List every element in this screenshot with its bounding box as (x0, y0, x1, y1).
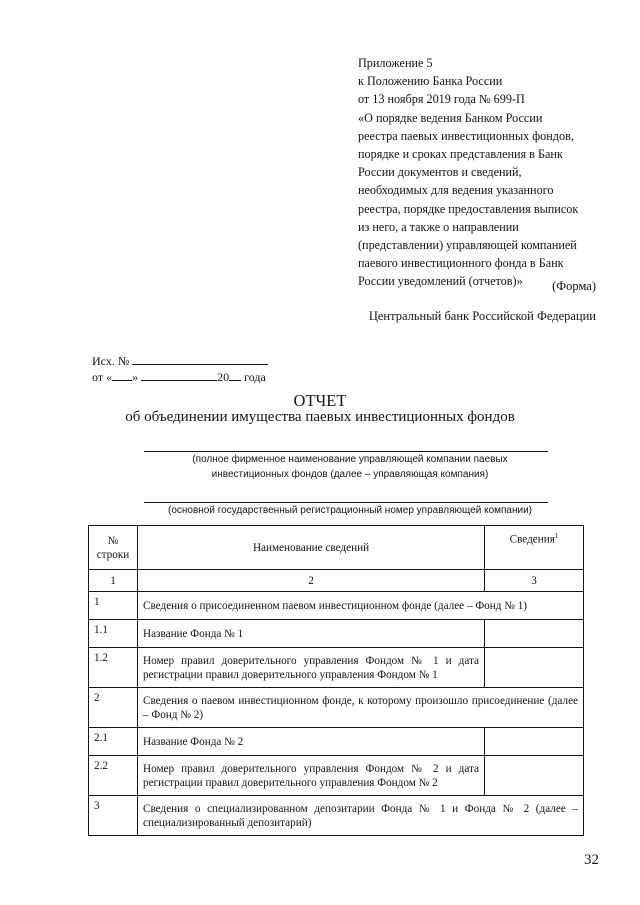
appendix-line: России документов и сведений, (358, 165, 522, 180)
header-number-line2: строки (96, 548, 130, 561)
appendix-line: «О порядке ведения Банком России (358, 110, 543, 125)
row-text: Название Фонда № 2 (138, 728, 485, 756)
year-suffix: года (244, 370, 266, 384)
table-row (89, 648, 584, 688)
appendix-line: к Положению Банка России (358, 74, 503, 89)
outgoing-number-label: Исх. № (92, 354, 130, 368)
row-number: 2.2 (89, 756, 138, 796)
row-number: 1.2 (89, 648, 138, 688)
row-text: Номер правил доверительного управления Фондом № 2 и дата регистрации правил доверительного управления Фондом № 2 (138, 756, 485, 796)
appendix-line: от 13 ноября 2019 года № 699-П (358, 92, 525, 107)
date-prefix: от « (92, 370, 113, 384)
appendix-line: порядке и сроках представления в Банк (358, 147, 563, 162)
appendix-line: Приложение 5 (358, 56, 433, 70)
table-row (89, 756, 584, 796)
header-number (89, 526, 138, 570)
row-value-cell[interactable] (485, 648, 584, 688)
year-prefix: 20 (217, 370, 230, 384)
form-label: (Форма) (552, 279, 596, 293)
header-info (485, 526, 584, 570)
column-number: 1 (89, 570, 138, 592)
table-row (89, 620, 584, 648)
appendix-line: из него, а также о направлении (358, 219, 519, 234)
appendix-block (358, 54, 618, 291)
appendix-line: России уведомлений (отчетов)» (358, 274, 523, 289)
appendix-line: реестра, порядке предоставления выписок (358, 201, 579, 216)
row-number: 2.1 (89, 728, 138, 756)
addressee: Центральный банк Российской Федерации (368, 309, 596, 323)
ogrn-caption: (основной государственный регистрационный номер управляющей компании) (167, 505, 533, 516)
appendix-line: необходимых для ведения указанного (358, 183, 554, 198)
appendix-line: (представлении) управляющей компанией (358, 238, 577, 253)
row-text: Сведения о присоединенном паевом инвестиционном фонде (далее – Фонд № 1) (138, 592, 584, 620)
appendix-line: реестра паевых инвестиционных фондов, (358, 128, 574, 143)
day-blank[interactable] (112, 369, 132, 381)
table-row (89, 688, 584, 728)
row-number: 1 (89, 592, 138, 620)
row-text: Название Фонда № 1 (138, 620, 485, 648)
outgoing-block (92, 353, 268, 385)
page-number: 32 (584, 852, 599, 868)
company-caption-line1: (полное фирменное наименование управляющей компании паевых (192, 454, 508, 465)
company-name-line[interactable] (144, 451, 548, 452)
row-text: Сведения о паевом инвестиционном фонде, к которому произошло присоединение (далее – Фонд № 2) (138, 688, 584, 728)
table-row (89, 728, 584, 756)
footnote-marker: 1 (554, 532, 559, 540)
row-number: 2 (89, 688, 138, 728)
ogrn-line[interactable] (144, 502, 548, 503)
year-blank[interactable] (229, 369, 241, 381)
header-info-label: Сведения (509, 533, 555, 546)
company-caption-line2: инвестиционных фондов (далее – управляющая компания) (211, 468, 489, 480)
header-number-line1: № (107, 534, 119, 547)
row-value-cell[interactable] (485, 620, 584, 648)
table-row (89, 592, 584, 620)
row-value-cell[interactable] (485, 728, 584, 756)
row-text: Номер правил доверительного управления Фондом № 1 и дата регистрации правил доверительного управления Фондом № 1 (138, 648, 485, 688)
row-text: Сведения о специализированном депозитарии Фонда № 1 и Фонда № 2 (далее – специализированный депозитарий) (138, 796, 584, 836)
row-number: 3 (89, 796, 138, 836)
table-row (89, 796, 584, 836)
appendix-line: паевого инвестиционного фонда в Банк (358, 256, 564, 271)
outgoing-number-blank[interactable] (132, 353, 268, 365)
document-subtitle: об объединении имущества паевых инвестиционных фондов (125, 409, 515, 425)
outgoing-number-line (92, 353, 268, 369)
row-number: 1.1 (89, 620, 138, 648)
document-title: ОТЧЕТ (293, 391, 347, 410)
month-blank[interactable] (141, 369, 217, 381)
column-number: 2 (138, 570, 485, 592)
column-number: 3 (485, 570, 584, 592)
row-value-cell[interactable] (485, 756, 584, 796)
header-name: Наименование сведений (138, 526, 485, 570)
column-number-row (89, 570, 584, 592)
company-name-caption (150, 453, 550, 482)
outgoing-date-line (92, 369, 268, 385)
date-quote: » (132, 370, 139, 384)
report-table (88, 525, 584, 836)
table-header-row (89, 526, 584, 570)
